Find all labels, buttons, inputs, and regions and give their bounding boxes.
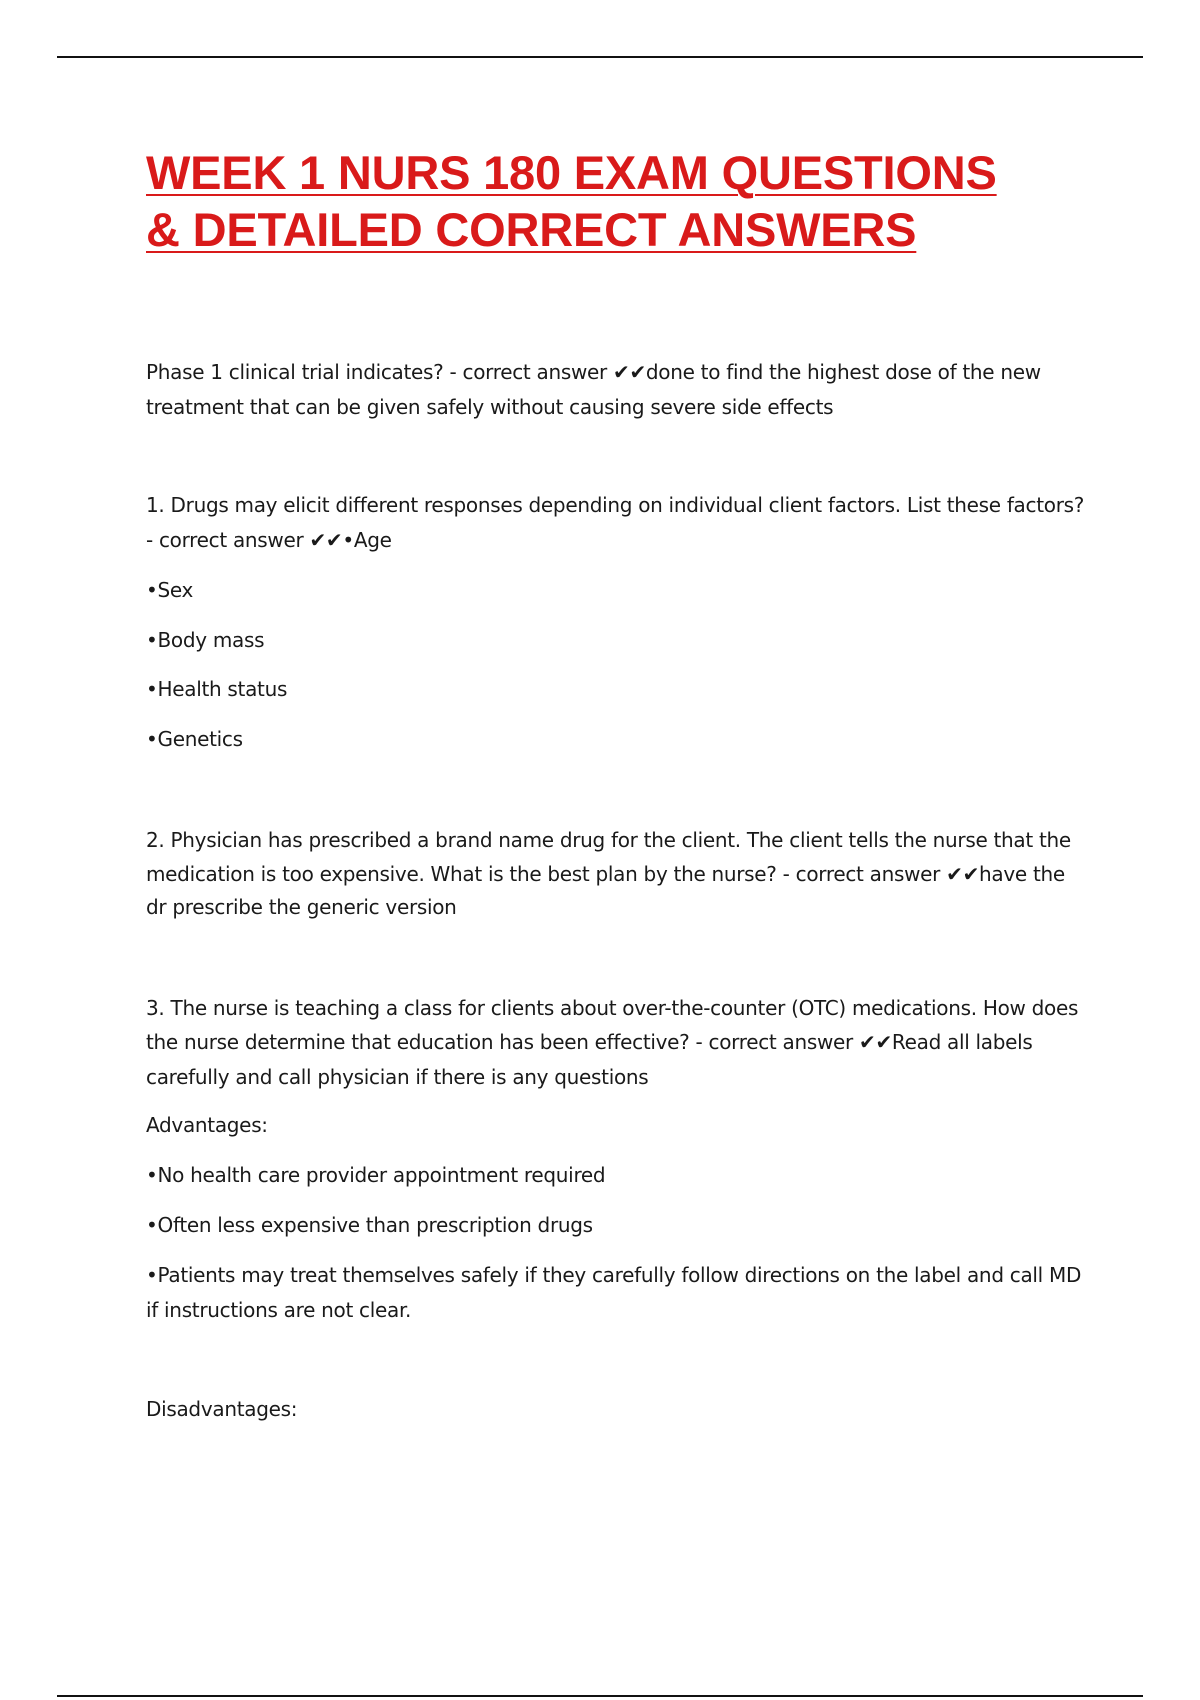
- page-title: [146, 144, 997, 258]
- title-line-1: WEEK 1 NURS 180 EXAM QUESTIONS: [146, 146, 997, 199]
- title-line-2: & DETAILED CORRECT ANSWERS: [146, 203, 917, 256]
- q2-line-1: 2. Physician has prescribed a brand name drug for the client. The client tells the nurse that the: [146, 828, 1071, 852]
- q1-bullet-body-mass: •Body mass: [146, 628, 265, 652]
- disadvantages-label: Disadvantages:: [146, 1397, 298, 1421]
- advantage-treat-safely-cont: if instructions are not clear.: [146, 1298, 412, 1322]
- q0-line-1: Phase 1 clinical trial indicates? - correct answer ✔✔done to find the highest dose of the new: [146, 360, 1041, 384]
- q0-line-2: treatment that can be given safely without causing severe side effects: [146, 395, 834, 419]
- q1-line-2: - correct answer ✔✔•Age: [146, 528, 392, 552]
- advantage-treat-safely: •Patients may treat themselves safely if they carefully follow directions on the label and call MD: [146, 1263, 1082, 1287]
- q1-bullet-sex: •Sex: [146, 578, 194, 602]
- top-rule: [57, 56, 1143, 58]
- q3-line-2: the nurse determine that education has been effective? - correct answer ✔✔Read all labels: [146, 1030, 1033, 1054]
- q1-bullet-genetics: •Genetics: [146, 727, 243, 751]
- q2-line-3: dr prescribe the generic version: [146, 895, 457, 919]
- advantage-less-expensive: •Often less expensive than prescription drugs: [146, 1213, 593, 1237]
- q2-line-2: medication is too expensive. What is the best plan by the nurse? - correct answer ✔✔have the: [146, 862, 1065, 886]
- advantages-label: Advantages:: [146, 1113, 268, 1137]
- q1-line-1: 1. Drugs may elicit different responses depending on individual client factors. List these factors?: [146, 493, 1085, 517]
- q3-line-3: carefully and call physician if there is any questions: [146, 1065, 649, 1089]
- q3-line-1: 3. The nurse is teaching a class for clients about over-the-counter (OTC) medications. How does: [146, 996, 1079, 1020]
- q1-bullet-health-status: •Health status: [146, 677, 288, 701]
- bottom-rule: [57, 1695, 1143, 1697]
- advantage-no-appointment: •No health care provider appointment required: [146, 1163, 606, 1187]
